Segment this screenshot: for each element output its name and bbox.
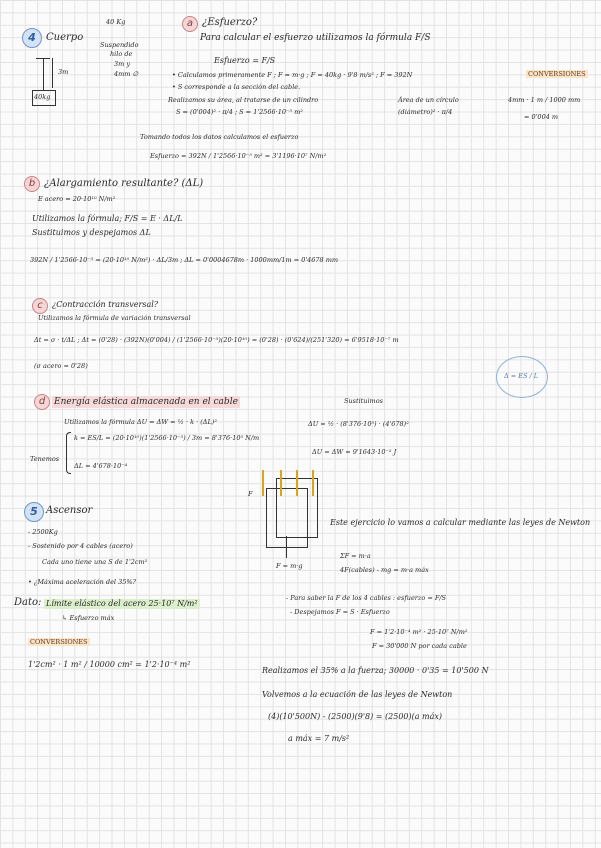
p5-right-7: F = 30'000 N por cada cable [372, 642, 467, 650]
p5-right-1: Este ejercicio lo vamos a calcular mediante las leyes de Newton [330, 518, 591, 527]
part-d-title: Energía elástica almacenada en el cable [54, 397, 238, 407]
part-b-line-1: Utilizamos la fórmula; F/S = E · ΔL/L [32, 214, 183, 223]
elastic-limit-note: ↳ Esfuerzo máx [62, 614, 115, 622]
part-d-calc-1: ΔU = ½ · (8'376·10⁵) · (4'678)² [308, 420, 409, 428]
side-formula-text: Δ = ES / L [504, 372, 539, 380]
elevator-force-label: F [248, 490, 253, 498]
part-d-calc-2: ΔU = ΔW = 9'1643·10⁻² J [312, 448, 397, 456]
part-a-title: ¿Esfuerzo? [202, 17, 258, 28]
suspension-note-2: hilo de [110, 50, 133, 58]
p5-right-11: a máx = 7 m/s² [288, 734, 350, 743]
part-a-step-2: • S corresponde a la sección del cable. [172, 83, 301, 91]
suspension-note-4: 4mm ∅ [114, 70, 139, 78]
part-b-line-2: Sustituimos y despejamos ΔL [32, 228, 151, 237]
elevator-weight-label: F = m·g [276, 562, 303, 570]
part-b-letter: b [24, 176, 40, 192]
conversion-a-2: = 0'004 m [524, 113, 559, 121]
p5-right-9: Volvemos a la ecuación de las leyes de Newton [262, 690, 453, 699]
p5-right-6: F = 1'2·10⁻⁴ m² · 25·10⁷ N/m² [370, 628, 468, 636]
problem-5-item-3: Cada uno tiene una S de 1'2cm² [42, 558, 148, 566]
part-b-title: ¿Alargamiento resultante? (ΔL) [44, 178, 204, 189]
part-d-line-1: Utilizamos la fórmula ΔU = ΔW = ½ · k · (ΔL)² [64, 418, 217, 426]
dato-label: Dato: [14, 597, 42, 608]
part-b-calc: 392N / 1'2566·10⁻⁵ = (20·10¹⁰ N/m²) · ΔL/3m ; ΔL = 0'0004678m · 1000mm/1m = 0'4678 mm [30, 256, 339, 264]
cuerpo-label: Cuerpo [46, 32, 84, 43]
cable-line [43, 58, 44, 90]
problem-5-item-1: - 2500Kg [28, 528, 58, 536]
p5-right-10: (4)(10'500N) - (2500)(9'8) = (2500)(a máx) [268, 712, 443, 721]
suspension-note-3: 3m y [114, 60, 131, 68]
problem-5-number: 5 [24, 502, 44, 522]
part-a-step-4: S = (0'004)² · π/4 ; S = 1'2566·10⁻⁵ m² [176, 108, 303, 116]
part-d-brace [66, 432, 71, 474]
problem-5-item-2: - Sostenido por 4 cables (acero) [28, 542, 133, 550]
part-c-letter: c [32, 298, 48, 314]
area-label: Área de un círculo [398, 96, 459, 104]
suspension-note-1: Suspendido [100, 41, 139, 49]
height-label: 3m [58, 68, 69, 76]
part-c-sigma: (σ acero = 0'28) [34, 362, 88, 370]
problem-5-title: Ascensor [46, 505, 93, 516]
part-d-k: k = ES/L = (20·10¹⁰)(1'2566·10⁻⁵) / 3m = 8'376·10⁵ N/m [74, 434, 260, 442]
part-a-step-3: Realizamos su área, al tratarse de un cilindro [168, 96, 319, 104]
box-label: 40kg [34, 93, 51, 101]
p5-right-4: - Para saber la F de los 4 cables : esfuerzo = F/S [286, 594, 446, 602]
problem-4-number: 4 [22, 28, 42, 48]
part-a-formula: Esfuerzo = F/S [214, 56, 276, 65]
height-bracket [52, 58, 53, 88]
p5-right-8: Realizamos el 35% a la fuerza; 30000 · 0'35 = 10'500 N [262, 666, 489, 675]
problem-5-item-4: • ¿Máxima aceleración del 35%? [28, 578, 137, 586]
part-d-tenemos: Tenemos [30, 455, 60, 463]
part-c-line-1: Utilizamos la fórmula de variación transversal [38, 314, 191, 322]
part-b-young: E acero = 20·10¹⁰ N/m² [38, 195, 116, 203]
part-a-result-intro: Tomando todos los datos calculamos el esfuerzo [140, 133, 299, 141]
conversion-5: 1'2cm² · 1 m² / 10000 cm² = 1'2·10⁻⁴ m² [28, 660, 191, 669]
conversions-label-1: CONVERSIONES [528, 70, 586, 78]
p5-right-2: ΣF = m·a [340, 552, 371, 560]
part-a-intro: Para calcular el esfuerzo utilizamos la fórmula F/S [200, 33, 431, 43]
part-c-title: ¿Contracción transversal? [52, 300, 159, 309]
elevator-diagram [258, 470, 320, 570]
elastic-limit: Límite elástico del acero 25·10⁷ N/m² [46, 599, 198, 608]
conversion-a-1: 4mm · 1 m / 1000 mm [508, 96, 581, 104]
part-c-calc: Δt = σ · t/ΔL ; Δt = (0'28) · (392N)(0'004) / (1'2566·10⁻⁵)(20·10¹⁰) = (0'28) · (0'624)/(251'320) = 6'9518·10⁻⁷ m [34, 336, 399, 344]
p5-right-5: - Despejamos F = S · Esfuerzo [290, 608, 390, 616]
part-d-letter: d [34, 394, 50, 410]
conversions-label-2: CONVERSIONES [30, 638, 88, 646]
part-a-step-1: • Calculamos primeramente F ; F = m·g ; F = 40kg · 9'8 m/s² ; F = 392N [172, 71, 413, 79]
part-a-letter: a [182, 16, 198, 32]
area-formula: (diámetro)² · π/4 [398, 108, 453, 116]
p5-right-3: 4F(cables) - mg = m·a máx [340, 566, 429, 574]
mass-label: 40 Kg [106, 18, 126, 26]
part-d-sustituimos: Sustituimos [344, 397, 383, 405]
part-a-result: Esfuerzo = 392N / 1'2566·10⁻⁵ m² = 3'1196·10⁷ N/m² [150, 152, 327, 160]
part-d-dl: ΔL = 4'678·10⁻⁴ [74, 462, 128, 470]
